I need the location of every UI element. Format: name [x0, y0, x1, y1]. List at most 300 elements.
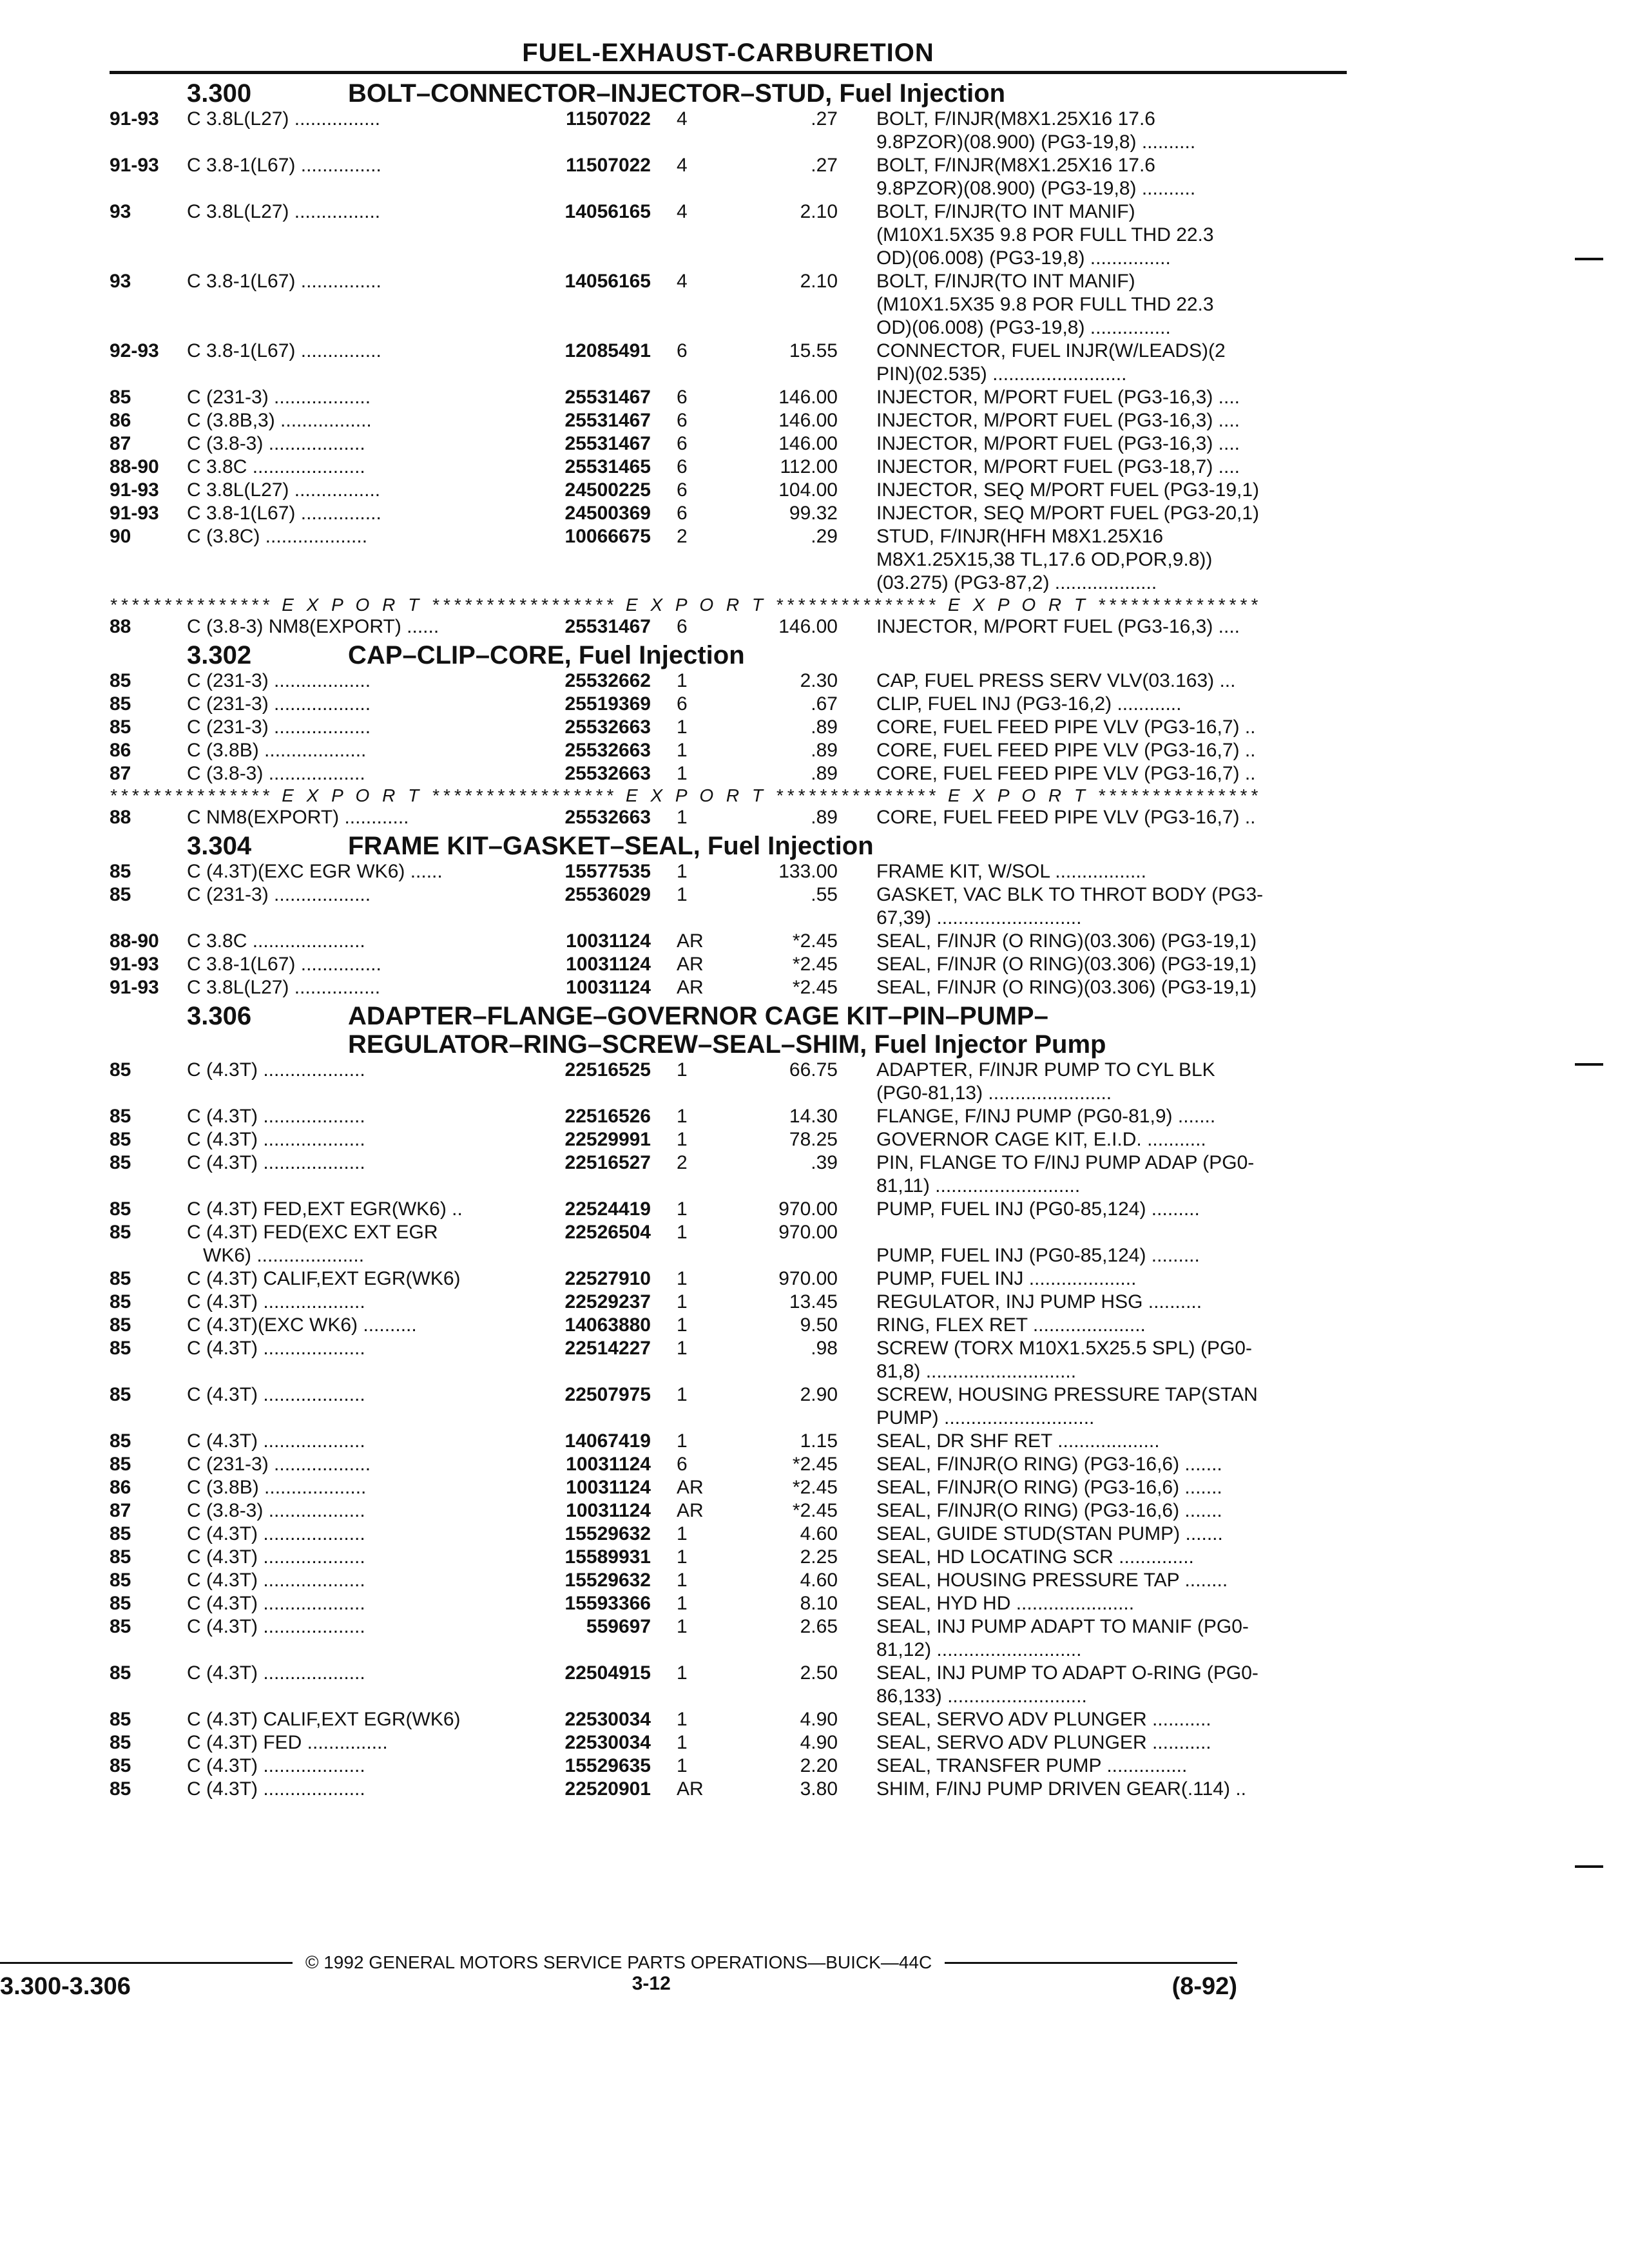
part-number: 10066675: [564, 526, 651, 547]
group-code: 3.300: [187, 79, 252, 108]
description: SEAL, INJ PUMP ADAPT TO MANIF (PG0- 81,12) ...........................: [876, 1616, 1249, 1660]
part-number: 22514227: [564, 1338, 651, 1359]
quantity: 1: [677, 1662, 688, 1684]
model-year: 93: [110, 201, 131, 222]
model-year: 85: [110, 1454, 131, 1475]
parts-row: [110, 1569, 1347, 1592]
price: 4.90: [800, 1709, 838, 1730]
parts-row: [110, 340, 1347, 386]
quantity: AR: [677, 1778, 704, 1800]
description: CLIP, FUEL INJ (PG3-16,2) ............: [876, 693, 1182, 715]
parts-row: [110, 739, 1347, 762]
application: C (3.8B,3) .................: [187, 410, 372, 431]
application: C (4.3T) FED,EXT EGR(WK6) ..: [187, 1198, 463, 1220]
quantity: 1: [677, 1546, 688, 1568]
margin-mark: [1575, 1865, 1603, 1868]
application: C 3.8-1(L67) ...............: [187, 340, 381, 361]
description: PUMP, FUEL INJ ....................: [876, 1268, 1137, 1289]
model-year: 86: [110, 740, 131, 761]
description: INJECTOR, M/PORT FUEL (PG3-16,3) ....: [876, 410, 1240, 431]
part-number: 22529237: [564, 1291, 651, 1312]
model-year: 93: [110, 271, 131, 292]
part-number: 15577535: [564, 861, 651, 882]
model-year: 91-93: [110, 479, 159, 501]
parts-row: [110, 1523, 1347, 1546]
quantity: 6: [677, 340, 688, 361]
part-number: 10031124: [566, 930, 651, 952]
parts-row: [110, 1267, 1347, 1291]
application: C (4.3T) ...................: [187, 1291, 365, 1312]
description: INJECTOR, M/PORT FUEL (PG3-16,3) ....: [876, 387, 1240, 408]
application: C 3.8C .....................: [187, 930, 365, 952]
application: C 3.8-1(L67) ...............: [187, 954, 381, 975]
model-year: 91-93: [110, 954, 159, 975]
quantity: 1: [677, 1268, 688, 1289]
part-number: 15593366: [564, 1593, 651, 1614]
application: C 3.8-1(L67) ...............: [187, 503, 381, 524]
price: 78.25: [789, 1129, 838, 1150]
description: CORE, FUEL FEED PIPE VLV (PG3-16,7) ..: [876, 763, 1256, 784]
model-year: 85: [110, 1732, 131, 1753]
quantity: 1: [677, 1755, 688, 1776]
quantity: 6: [677, 387, 688, 408]
model-year: 85: [110, 1778, 131, 1800]
parts-row: [110, 154, 1347, 200]
quantity: 1: [677, 1291, 688, 1312]
part-number: 12085491: [564, 340, 651, 361]
price: 146.00: [778, 616, 838, 637]
quantity: 1: [677, 1732, 688, 1753]
price: 8.10: [800, 1593, 838, 1614]
quantity: 1: [677, 861, 688, 882]
description: SEAL, SERVO ADV PLUNGER ...........: [876, 1732, 1211, 1753]
application: C (4.3T) ...................: [187, 1106, 365, 1127]
footer-rule-left: [0, 1962, 293, 1964]
group-heading: [110, 832, 1347, 860]
application: C (231-3) ..................: [187, 387, 371, 408]
price: 9.50: [800, 1314, 838, 1336]
description: CAP, FUEL PRESS SERV VLV(03.163) ...: [876, 670, 1236, 691]
application: C (4.3T) FED(EXC EXT EGR WK6) ....................: [187, 1222, 438, 1266]
section-3-300: [110, 79, 1347, 639]
price: .27: [811, 155, 838, 176]
price: 14.30: [789, 1106, 838, 1127]
quantity: AR: [677, 1477, 704, 1498]
part-number: 22524419: [564, 1198, 651, 1220]
page-number: 3-12: [631, 1973, 671, 1994]
description: GOVERNOR CAGE KIT, E.I.D. ...........: [876, 1129, 1206, 1150]
application: C (4.3T)(EXC WK6) ..........: [187, 1314, 417, 1336]
price: .89: [811, 740, 838, 761]
parts-row: [110, 502, 1347, 525]
price: *2.45: [792, 954, 838, 975]
model-year: 88-90: [110, 456, 159, 477]
application: C (231-3) ..................: [187, 884, 371, 905]
parts-row: [110, 1476, 1347, 1499]
price: *2.45: [792, 930, 838, 952]
description: SEAL, F/INJR (O RING)(03.306) (PG3-19,1): [876, 930, 1257, 952]
part-number: 25536029: [564, 884, 651, 905]
model-year: 91-93: [110, 155, 159, 176]
quantity: 6: [677, 1454, 688, 1475]
description: PUMP, FUEL INJ (PG0-85,124) .........: [876, 1198, 1200, 1220]
description: SEAL, HD LOCATING SCR ..............: [876, 1546, 1194, 1568]
part-number: 25531465: [564, 456, 651, 477]
price: .39: [811, 1152, 838, 1173]
description: CORE, FUEL FEED PIPE VLV (PG3-16,7) ..: [876, 716, 1256, 738]
model-year: 85: [110, 1662, 131, 1684]
application: C 3.8L(L27) ................: [187, 977, 381, 998]
description: BOLT, F/INJR(M8X1.25X16 17.6 9.8PZOR)(08.900) (PG3-19,8) ..........: [876, 155, 1196, 199]
quantity: 6: [677, 456, 688, 477]
application: C 3.8C .....................: [187, 456, 365, 477]
part-number: 10031124: [566, 1477, 651, 1498]
description: SEAL, TRANSFER PUMP ...............: [876, 1755, 1188, 1776]
application: C 3.8L(L27) ................: [187, 201, 381, 222]
price: 99.32: [789, 503, 838, 524]
group-title: FRAME KIT–GASKET–SEAL, Fuel Injection: [348, 832, 874, 860]
price: 2.25: [800, 1546, 838, 1568]
part-number: 22526504: [564, 1222, 651, 1243]
section-3-306: [110, 1002, 1347, 1801]
catalog-page: [110, 39, 1347, 2036]
parts-row: [110, 1059, 1347, 1105]
application: C (3.8C) ...................: [187, 526, 368, 547]
part-number: 22530034: [564, 1709, 651, 1730]
parts-row: [110, 669, 1347, 693]
quantity: 1: [677, 1384, 688, 1405]
parts-row: [110, 1453, 1347, 1476]
part-number: 14063880: [564, 1314, 651, 1336]
part-number: 25532663: [564, 740, 651, 761]
parts-row: [110, 200, 1347, 270]
quantity: 4: [677, 155, 688, 176]
quantity: 6: [677, 616, 688, 637]
price: .98: [811, 1338, 838, 1359]
quantity: AR: [677, 954, 704, 975]
section-3-304: [110, 832, 1347, 999]
part-number: 15589931: [564, 1546, 651, 1568]
parts-row: [110, 1778, 1347, 1801]
description: SEAL, F/INJR(O RING) (PG3-16,6) .......: [876, 1454, 1222, 1475]
quantity: 1: [677, 1593, 688, 1614]
group-code: 3.304: [187, 832, 252, 860]
model-year: 85: [110, 1059, 131, 1081]
parts-row: [110, 693, 1347, 716]
model-year: 85: [110, 1709, 131, 1730]
model-year: 85: [110, 1523, 131, 1544]
price: 13.45: [789, 1291, 838, 1312]
application: C (4.3T) CALIF,EXT EGR(WK6): [187, 1268, 461, 1289]
parts-row: [110, 953, 1347, 976]
parts-row: [110, 1291, 1347, 1314]
application: C (4.3T) ...................: [187, 1523, 365, 1544]
application: C 3.8L(L27) ................: [187, 108, 381, 130]
parts-row: [110, 976, 1347, 999]
model-year: 85: [110, 1593, 131, 1614]
model-year: 87: [110, 1500, 131, 1521]
model-year: 85: [110, 1291, 131, 1312]
application: C (3.8-3) NM8(EXPORT) ......: [187, 616, 439, 637]
model-year: 92-93: [110, 340, 159, 361]
quantity: 1: [677, 1222, 688, 1243]
price: 4.60: [800, 1523, 838, 1544]
parts-row: [110, 930, 1347, 953]
model-year: 85: [110, 1338, 131, 1359]
price: .55: [811, 884, 838, 905]
quantity: 1: [677, 1314, 688, 1336]
quantity: 1: [677, 670, 688, 691]
application: C (4.3T) ...................: [187, 1755, 365, 1776]
price: .89: [811, 763, 838, 784]
description: CORE, FUEL FEED PIPE VLV (PG3-16,7) ..: [876, 740, 1256, 761]
part-number: 10031124: [566, 1500, 651, 1521]
part-number: 15529632: [564, 1523, 651, 1544]
quantity: AR: [677, 977, 704, 998]
description: SEAL, SERVO ADV PLUNGER ...........: [876, 1709, 1211, 1730]
price: 2.20: [800, 1755, 838, 1776]
price: 3.80: [800, 1778, 838, 1800]
quantity: 1: [677, 740, 688, 761]
application: C (4.3T) FED ...............: [187, 1732, 388, 1753]
price: 970.00: [778, 1222, 838, 1243]
price: .89: [811, 807, 838, 828]
footer-copyright-line: [0, 1952, 1237, 1973]
description: SEAL, INJ PUMP TO ADAPT O-RING (PG0- 86,133) ..........................: [876, 1662, 1258, 1707]
description: PUMP, FUEL INJ (PG0-85,124) .........: [876, 1245, 1200, 1266]
model-year: 86: [110, 1477, 131, 1498]
price: .89: [811, 716, 838, 738]
model-year: 91-93: [110, 108, 159, 130]
application: C (4.3T) ...................: [187, 1059, 365, 1081]
parts-row: [110, 1151, 1347, 1198]
part-number: 25519369: [564, 693, 651, 715]
model-year: 85: [110, 716, 131, 738]
model-year: 85: [110, 1198, 131, 1220]
description: SEAL, HYD HD ......................: [876, 1593, 1135, 1614]
quantity: 1: [677, 1709, 688, 1730]
parts-row: [110, 386, 1347, 409]
part-number: 10031124: [566, 954, 651, 975]
group-heading: [110, 641, 1347, 669]
description: GASKET, VAC BLK TO THROT BODY (PG3- 67,39) ...........................: [876, 884, 1264, 928]
quantity: 1: [677, 1338, 688, 1359]
price: 146.00: [778, 387, 838, 408]
parts-row: [110, 716, 1347, 739]
price: 2.10: [800, 201, 838, 222]
application: C (3.8-3) ..................: [187, 1500, 365, 1521]
group-code: 3.306: [187, 1002, 252, 1030]
parts-row: [110, 108, 1347, 154]
model-year: 85: [110, 1129, 131, 1150]
parts-row: [110, 1546, 1347, 1569]
description: SCREW, HOUSING PRESSURE TAP(STAN PUMP) ............................: [876, 1384, 1258, 1428]
description: INJECTOR, M/PORT FUEL (PG3-16,3) ....: [876, 616, 1240, 637]
quantity: 4: [677, 108, 688, 130]
model-year: 85: [110, 387, 131, 408]
parts-row: [110, 1337, 1347, 1383]
description: STUD, F/INJR(HFH M8X1.25X16 M8X1.25X15,38 TL,17.6 OD,POR,9.8)) (03.275) (PG3-87,2) ...................: [876, 526, 1213, 593]
part-number: 14056165: [564, 201, 651, 222]
description: SHIM, F/INJ PUMP DRIVEN GEAR(.114) ..: [876, 1778, 1246, 1800]
model-year: 87: [110, 763, 131, 784]
part-number: 22516527: [564, 1152, 651, 1173]
application: C 3.8-1(L67) ...............: [187, 271, 381, 292]
part-number: 14056165: [564, 271, 651, 292]
part-number: 25531467: [564, 410, 651, 431]
price: 970.00: [778, 1198, 838, 1220]
footer-rule-right: [945, 1962, 1237, 1964]
price: 146.00: [778, 433, 838, 454]
model-year: 85: [110, 1430, 131, 1452]
model-year: 85: [110, 1314, 131, 1336]
quantity: 1: [677, 1129, 688, 1150]
group-code: 3.302: [187, 641, 252, 669]
part-number: 24500369: [564, 503, 651, 524]
parts-row: [110, 1198, 1347, 1221]
part-number: 22507975: [564, 1384, 651, 1405]
parts-row: [110, 1430, 1347, 1453]
quantity: AR: [677, 1500, 704, 1521]
application: C (4.3T) ...................: [187, 1778, 365, 1800]
part-number: 11507022: [566, 108, 651, 130]
description: SEAL, F/INJR (O RING)(03.306) (PG3-19,1): [876, 977, 1257, 998]
price: 4.90: [800, 1732, 838, 1753]
model-year: 85: [110, 1222, 131, 1243]
description: INJECTOR, M/PORT FUEL (PG3-16,3) ....: [876, 433, 1240, 454]
application: C (231-3) ..................: [187, 670, 371, 691]
part-number: 25532663: [564, 807, 651, 828]
application: C (3.8-3) ..................: [187, 433, 365, 454]
model-year: 85: [110, 1384, 131, 1405]
model-year: 85: [110, 1755, 131, 1776]
parts-row: [110, 525, 1347, 595]
quantity: 1: [677, 1059, 688, 1081]
price: 2.30: [800, 670, 838, 691]
quantity: 4: [677, 201, 688, 222]
group-heading: [110, 79, 1347, 108]
export-banner: *************** E X P O R T ***************** E X P O R T *************** E X P O R T ***************: [110, 785, 1262, 805]
application: C (4.3T) ...................: [187, 1662, 365, 1684]
quantity: 1: [677, 1106, 688, 1127]
model-year: 85: [110, 1616, 131, 1637]
application: C (4.3T) ...................: [187, 1152, 365, 1173]
part-number: 24500225: [564, 479, 651, 501]
price: 15.55: [789, 340, 838, 361]
parts-row: [110, 1314, 1347, 1337]
quantity: 6: [677, 410, 688, 431]
part-number: 11507022: [566, 155, 651, 176]
quantity: 1: [677, 1523, 688, 1544]
application: C (4.3T) ...................: [187, 1616, 365, 1637]
copyright-text: © 1992 GENERAL MOTORS SERVICE PARTS OPERATIONS—BUICK—44C: [305, 1952, 932, 1972]
quantity: 6: [677, 479, 688, 501]
price: *2.45: [792, 977, 838, 998]
description: BOLT, F/INJR(TO INT MANIF) (M10X1.5X35 9.8 POR FULL THD 22.3 OD)(06.008) (PG3-19,8) ...............: [876, 201, 1214, 269]
price: 4.60: [800, 1570, 838, 1591]
parts-row: [110, 409, 1347, 432]
group-title: BOLT–CONNECTOR–INJECTOR–STUD, Fuel Injection: [348, 79, 1006, 108]
application: C (3.8-3) ..................: [187, 763, 365, 784]
quantity: 6: [677, 693, 688, 715]
part-number: 15529635: [564, 1755, 651, 1776]
part-number: 25532663: [564, 763, 651, 784]
parts-row: [110, 1731, 1347, 1754]
revision-date: (8-92): [1171, 1973, 1237, 2000]
application: C (4.3T) ...................: [187, 1570, 365, 1591]
model-year: 85: [110, 861, 131, 882]
model-year: 85: [110, 1152, 131, 1173]
description: PIN, FLANGE TO F/INJ PUMP ADAP (PG0- 81,11) ...........................: [876, 1152, 1255, 1196]
model-year: 88: [110, 807, 131, 828]
description: RING, FLEX RET .....................: [876, 1314, 1146, 1336]
quantity: 1: [677, 807, 688, 828]
parts-row: [110, 1221, 1347, 1267]
parts-row: [110, 1615, 1347, 1662]
application: C (4.3T) CALIF,EXT EGR(WK6): [187, 1709, 461, 1730]
application: C NM8(EXPORT) ............: [187, 807, 409, 828]
application: C (4.3T) ...................: [187, 1384, 365, 1405]
parts-row: [110, 270, 1347, 340]
description: CORE, FUEL FEED PIPE VLV (PG3-16,7) ..: [876, 807, 1256, 828]
quantity: AR: [677, 930, 704, 952]
part-number: 559697: [586, 1616, 651, 1637]
section-3-302: [110, 641, 1347, 829]
price: 2.65: [800, 1616, 838, 1637]
quantity: 1: [677, 1570, 688, 1591]
price: .29: [811, 526, 838, 547]
description: INJECTOR, M/PORT FUEL (PG3-18,7) ....: [876, 456, 1240, 477]
part-number: 22529991: [564, 1129, 651, 1150]
part-number: 22516526: [564, 1106, 651, 1127]
description: CONNECTOR, FUEL INJR(W/LEADS)(2 PIN)(02.535) .........................: [876, 340, 1226, 385]
price: 112.00: [780, 456, 838, 477]
application: C (3.8B) ...................: [187, 1477, 367, 1498]
part-number: 22530034: [564, 1732, 651, 1753]
parts-row: [110, 1499, 1347, 1523]
quantity: 6: [677, 503, 688, 524]
part-number: 25532663: [564, 716, 651, 738]
page-title: FUEL-EXHAUST-CARBURETION: [522, 39, 934, 67]
parts-row: [110, 762, 1347, 785]
part-number: 25531467: [564, 387, 651, 408]
price: *2.45: [792, 1454, 838, 1475]
parts-row: [110, 615, 1347, 639]
description: SEAL, DR SHF RET ...................: [876, 1430, 1160, 1452]
price: .27: [811, 108, 838, 130]
part-number: 22520901: [564, 1778, 651, 1800]
parts-row: [110, 860, 1347, 883]
export-banner: *************** E X P O R T ***************** E X P O R T *************** E X P O R T ***************: [110, 595, 1262, 615]
model-year: 85: [110, 1570, 131, 1591]
price: *2.45: [792, 1500, 838, 1521]
parts-row: [110, 1592, 1347, 1615]
part-number: 25532662: [564, 670, 651, 691]
quantity: 1: [677, 1198, 688, 1220]
model-year: 85: [110, 884, 131, 905]
description: BOLT, F/INJR(TO INT MANIF) (M10X1.5X35 9.8 POR FULL THD 22.3 OD)(06.008) (PG3-19,8) ...............: [876, 271, 1214, 338]
application: C 3.8L(L27) ................: [187, 479, 381, 501]
part-number: 22504915: [564, 1662, 651, 1684]
group-heading: [110, 1002, 1347, 1059]
price: 146.00: [778, 410, 838, 431]
part-number: 25531467: [564, 616, 651, 637]
application: C (4.3T) ...................: [187, 1593, 365, 1614]
price: .67: [811, 693, 838, 715]
parts-row: [110, 1708, 1347, 1731]
model-year: 86: [110, 410, 131, 431]
parts-row: [110, 806, 1347, 829]
